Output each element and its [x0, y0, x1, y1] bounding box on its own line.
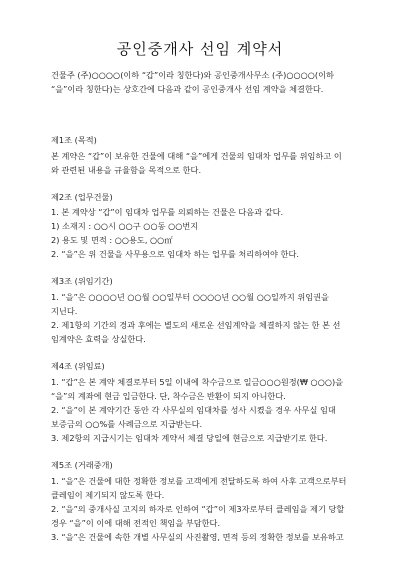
article-line: 1. 본 계약상 “갑”이 임대차 업무를 의뢰하는 건물은 다음과 같다. [51, 207, 284, 217]
article-line: “을”의 계좌에 현금 입금한다. 단, 착수금은 반환이 되지 아니한다. [51, 391, 286, 401]
article-line: 2. “을”은 위 건물을 사무용으로 임대차 하는 업무를 처리하여야 한다. [51, 249, 299, 259]
article-line: 클레임이 제기되지 않도록 한다. [51, 490, 165, 500]
article-line: 1. “을”은 ○○○○년 ○○월 ○○일부터 ○○○○년 ○○월 ○○일까지 위임권을 [51, 292, 329, 302]
intro-line: 건물주 (주)○○○○(이하 “갑”이라 칭한다)와 공인중개사무소 (주)○○○○(이하 [51, 70, 334, 80]
article-heading: 제4조 (위임료) [51, 361, 105, 371]
article-line: 본 계약은 “갑”이 보유한 건물에 대해 “을”에게 건물의 임대차 업무를 위임하고 이 [51, 151, 342, 161]
document-title: 공인중개사 선임 계약서 [116, 40, 284, 58]
article-heading: 제1조 (목적) [51, 135, 97, 145]
article-line: 1. “을”은 건물에 대한 정확한 정보를 고객에게 전달하도록 하여 사후 고객으로부터 [51, 476, 347, 486]
intro-line: “을”이라 칭한다)는 상호간에 다음과 같이 공인중개사 선임 계약을 체결한다. [51, 84, 324, 94]
article-heading: 제3조 (위임기간) [51, 276, 113, 286]
article-line: 3. 제2항의 지급시기는 임대차 계약서 체결 당일에 현금으로 지급받기로 한다. [51, 433, 328, 443]
article-heading: 제5조 (거래중개) [51, 460, 113, 470]
article-line: 2. “을”이 본 계약기간 동안 각 사무실의 임대차를 성사 시켰을 경우 사무실 임대 [51, 405, 336, 415]
article-line: 와 관련된 내용을 규율함을 목적으로 한다. [51, 165, 202, 175]
article-line: 경우 “을”이 이에 대해 전적인 책임을 부담한다. [51, 518, 221, 528]
article-heading: 제2조 (업무건물) [51, 192, 113, 202]
article-line: 2. 제1항의 기간의 경과 후에는 별도의 새로운 선임계약을 체결하지 않는 한 본 선 [51, 320, 341, 330]
article-line: 2) 용도 및 면적 : ○○용도, ○○㎡ [51, 235, 173, 245]
article-line: 임계약은 효력을 상실한다. [51, 334, 146, 344]
article-line: 보증금의 ○○%를 사례금으로 지급받는다. [51, 419, 203, 429]
article-line: 2. “을”의 중개사실 고지의 하자로 인하여 “갑”이 제3자로부터 클레임을 제기 당할 [51, 504, 345, 514]
article-line: 1) 소재지 : ○○시 ○○구 ○○동 ○○번지 [51, 221, 199, 231]
article-line: 지닌다. [51, 306, 78, 316]
article-line: 1. “갑”은 본 계약 체결로부터 5일 이내에 착수금으로 일금○○○원정(₩ ○○○)을 [51, 377, 344, 387]
article-line: 3. “을”은 건물에 속한 개별 사무실의 사진촬영, 면적 등의 정확한 정보를 보유하고 [51, 532, 344, 542]
